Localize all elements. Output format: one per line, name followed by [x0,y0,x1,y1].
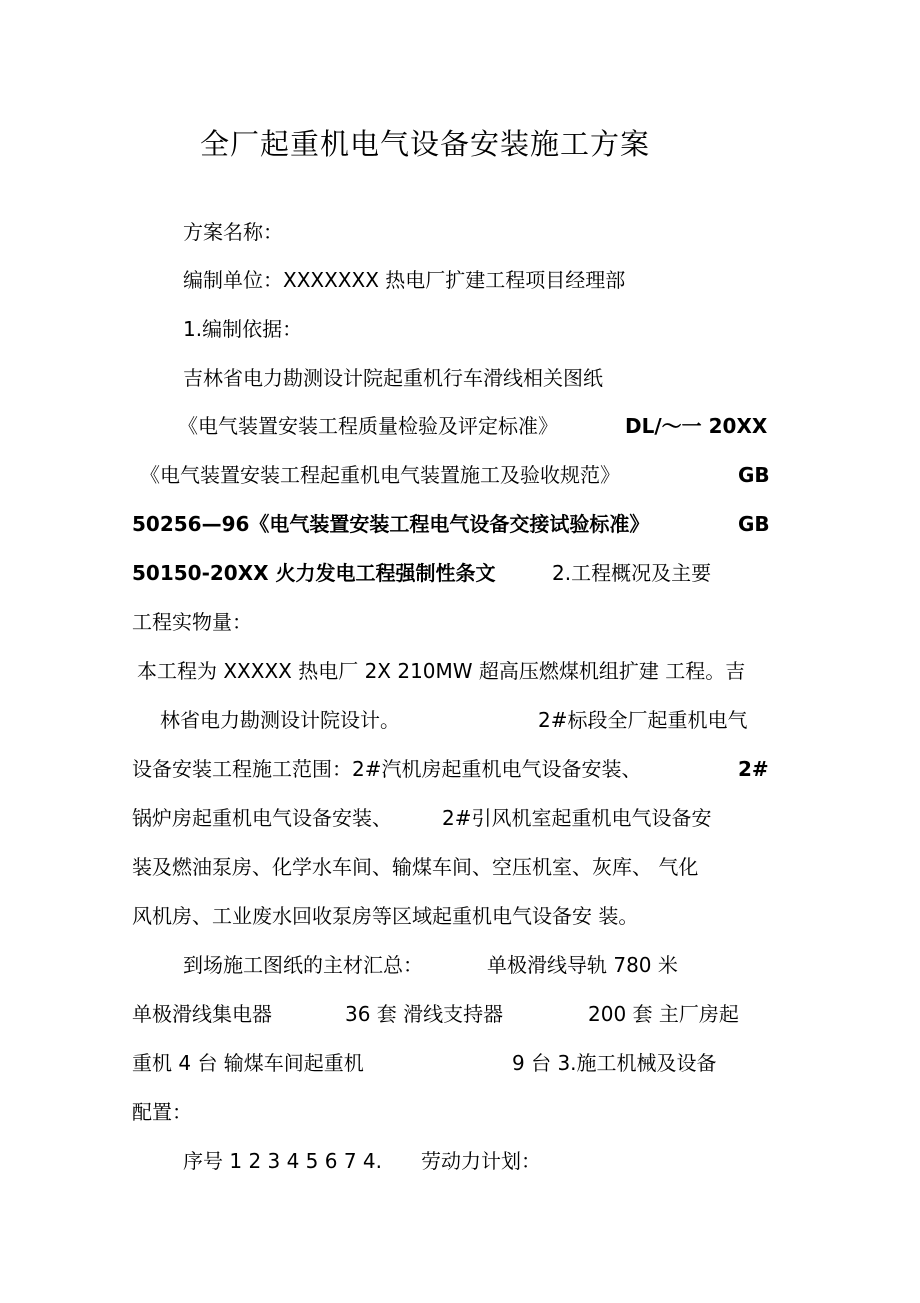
section-3-heading-start: 9 台 3.施工机械及设备 [512,1051,717,1075]
materials-crane-count: 重机 4 台 输煤车间起重机 [132,1051,364,1075]
basis-2-code: DL/～一 20XX [625,414,768,438]
overview-4-tail: 2#引风机室起重机电气设备安 [442,806,712,830]
scheme-name-label: 方案名称： [183,220,283,244]
compiler-line: 编制单位：XXXXXXX 热电厂扩建工程项目经理部 [183,268,626,292]
overview-2-text: 林省电力勘测设计院设计。 [160,708,400,732]
materials-collector: 单极滑线集电器 [132,1002,272,1026]
section-3-heading-end: 配置： [132,1100,192,1124]
basis-4-code: GB [738,512,770,536]
materials-intro: 到场施工图纸的主材汇总： [183,953,423,977]
sequence-numbers: 序号 1 2 3 4 5 6 7 4. [183,1149,383,1173]
basis-3-code: GB [738,463,770,487]
basis-line-1: 吉林省电力勘测设计院起重机行车滑线相关图纸 [183,366,603,390]
section-4-heading: 劳动力计划： [421,1149,541,1173]
overview-line-6: 风机房、工业废水回收泵房等区域起重机电气设备安 装。 [132,904,639,928]
section-2-heading-start: 2.工程概况及主要 [552,561,712,585]
overview-3-text: 设备安装工程施工范围：2#汽机房起重机电气设备安装、 [132,757,642,781]
basis-3-text: 《电气装置安装工程起重机电气装置施工及验收规范》 [140,463,620,487]
basis-4-text: 50256—96《电气装置安装工程电气设备交接试验标准》 [132,512,650,536]
section-1-heading: 1.编制依据： [183,317,303,341]
materials-main-crane: 200 套 主厂房起 [588,1002,739,1026]
overview-3-tail: 2# [738,757,769,781]
overview-line-5: 装及燃油泵房、化学水车间、输煤车间、空压机室、灰库、 气化 [132,855,699,879]
overview-line-1: 本工程为 XXXXX 热电厂 2X 210MW 超高压燃煤机组扩建 工程。吉 [137,659,746,683]
overview-4-text: 锅炉房起重机电气设备安装、 [132,806,392,830]
section-2-heading-end: 工程实物量： [132,610,252,634]
basis-2-text: 《电气装置安装工程质量检验及评定标准》 [178,414,558,438]
basis-5-text: 50150-20XX 火力发电工程强制性条文 [132,561,496,585]
overview-2-lot: 2#标段全厂起重机电气 [538,708,748,732]
materials-support: 36 套 滑线支持器 [345,1002,504,1026]
document-title: 全厂起重机电气设备安装施工方案 [200,127,651,161]
materials-item-rail: 单极滑线导轨 780 米 [487,953,678,977]
